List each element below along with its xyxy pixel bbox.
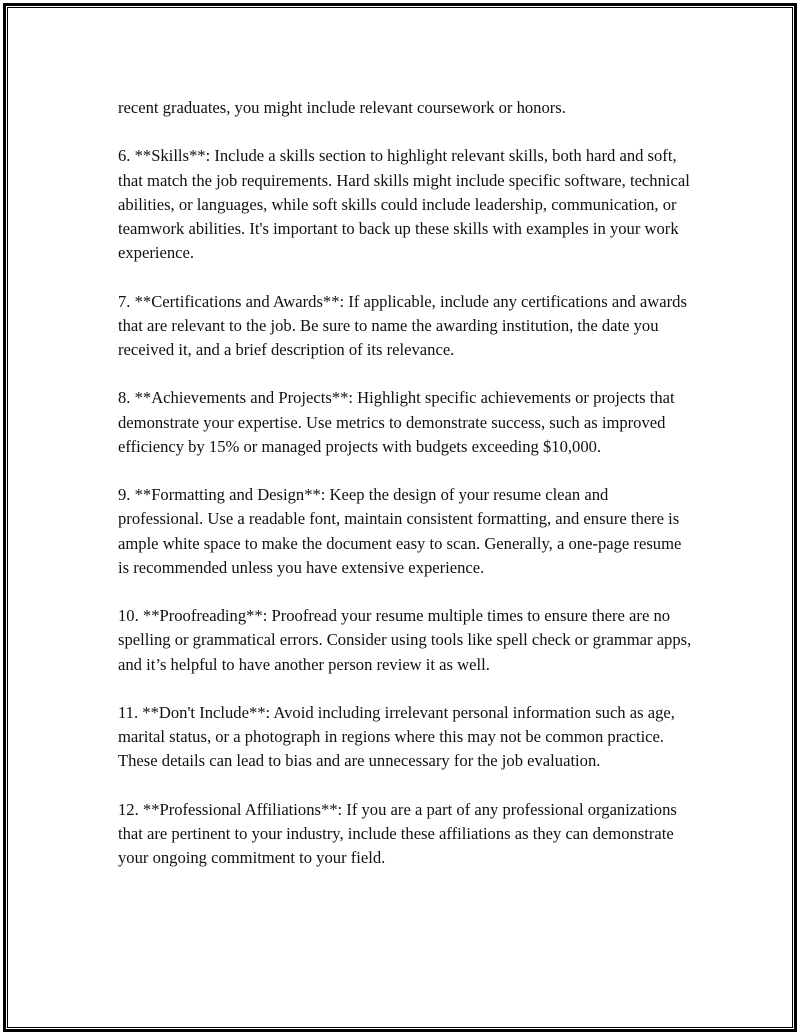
paragraph-dont-include: 11. **Don't Include**: Avoid including irrelevant personal information such as age, marital status, or a photograph in regions where this may not be common practice. These details can lead to bias and are unnecessary for the job evaluation. bbox=[118, 702, 675, 771]
paragraph-certifications-awards: 7. **Certifications and Awards**: If applicable, include any certifications and awards that are relevant to the job. Be sure to name the awarding institution, the date you received it, and a brief description of its relevance. bbox=[118, 291, 687, 359]
paragraph-proofreading: 10. **Proofreading**: Proofread your resume multiple times to ensure there are no spelling or grammatical errors. Consider using tools like spell check or grammar apps, and it’s helpful to have another person review it as well. bbox=[118, 606, 692, 674]
paragraph-achievements-projects: 8. **Achievements and Projects**: Highlight specific achievements or projects that demonstrate your expertise. Use metrics to demonstrate success, such as improved efficiency by 15% or managed projects with budgets exceeding $10,000. bbox=[118, 388, 675, 456]
paragraph-professional-affiliations: 12. **Professional Affiliations**: If you are a part of any professional organizations that are pertinent to your industry, include these affiliations as they can demonstrate your ongoing commitment to your field. bbox=[118, 799, 677, 868]
document-page bbox=[3, 3, 797, 1032]
paragraph-formatting-design: 9. **Formatting and Design**: Keep the design of your resume clean and professional. Use a readable font, maintain consistent formatting, and ensure there is ample white space to make the document easy to scan. Generally, a one-page resume is recommended unless you have extensive experience. bbox=[118, 485, 682, 577]
paragraph-coursework-continuation: recent graduates, you might include relevant coursework or honors. bbox=[118, 98, 566, 117]
document-body bbox=[118, 96, 693, 895]
paragraph-skills: 6. **Skills**: Include a skills section to highlight relevant skills, both hard and soft, that match the job requirements. Hard skills might include specific software, technical abilities, or languages, while soft skills could include leadership, communication, or teamwork abilities. It's important to back up these skills with examples in your work experience. bbox=[118, 146, 690, 263]
